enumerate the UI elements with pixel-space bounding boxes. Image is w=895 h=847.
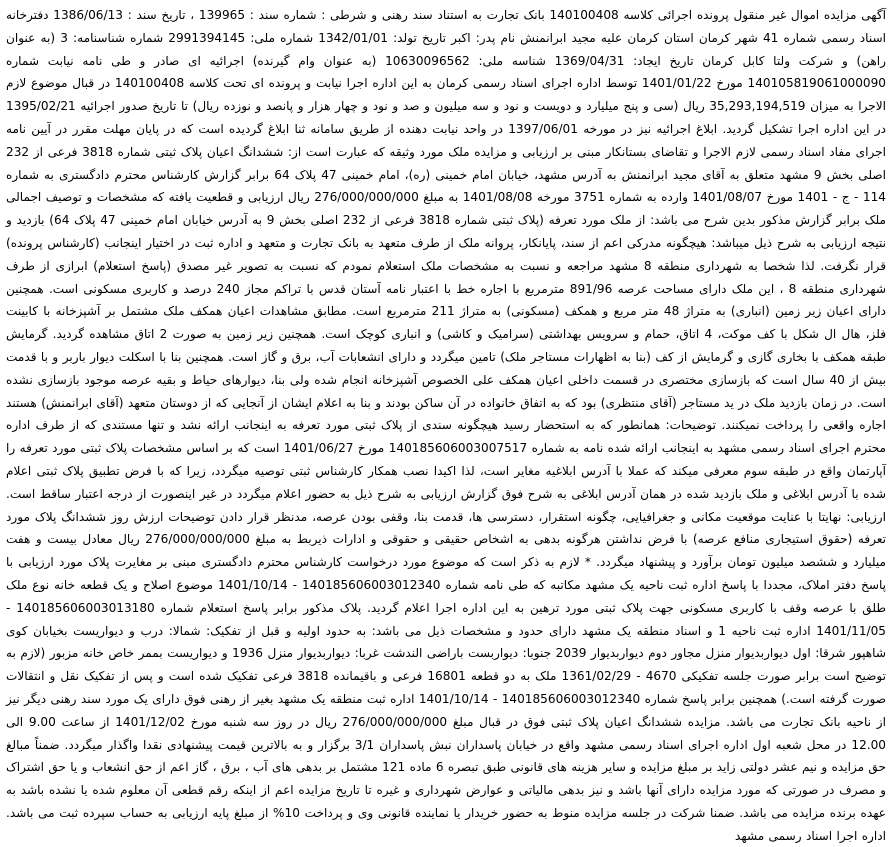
auction-notice-body: آگهی مزایده اموال غیر منقول پرونده اجرائی کلاسه 140100408 بانک تجارت به استناد سند رهنی و شرطی : شماره سند : 139965 ، تاریخ سند : 1386/06/13 دفترخانه اسناد رسمی شماره 41 شهر کرمان استان کرمان علیه مجید ابرانمنش نام پدر: اکبر تاریخ تولد: 1342/01/01 شماره ملی: 2991394145 شماره شناسنامه: 3 (به عنوان راهن) و شرکت ولتا کابل کرمان تاریخ ایجاد: 1369/04/31 شناسه ملی: 10630096562 (به عنوان وام گیرنده) اجرائیه ای صادر و طی نامه نیابت شماره 14010581906100009​0 مورخ 1401/01/22 توسط اداره اجرای اسناد رسمی کرمان به این اداره اجرا نیابت و پرونده ای تحت کلاسه 140100408 در قبال موضوع لازم الاجرا به میزان 35,293,194,519 ریال (سی و پنج میلیارد و دویست و نود و سه میلیون و صد و نود و چهار هزار و پانصد و نوزده ریال) تا تاریخ صدور اجرائیه 1395/02/21 در این اداره اجرا تشکیل گردید. ابلاغ اجرائیه نیز در مورخه 1397/06/01 در واحد نیابت دهنده از طریق سامانه ثنا ابلاغ گردیده است که در پایان مهلت مقرر در آیین نامه اجرای مفاد اسناد رسمی لازم الاجرا و تقاضای بستانکار مبنی بر ارزیابی و مزایده ملک مورد وثیقه که عبارت است از: ششدانگ اعیان پلاک ثبتی شماره 3818 فرعی از 232 اصلی بخش 9 مشهد متعلق به آقای مجید ابرانمنش به آدرس مشهد، خیابان امام خمینی (ره)، امام خمینی 47 پلاک 64 برابر گزارش کارشناس محترم دادگستری به شماره 114 - ج - 1401 مورخ 1401/08/07 وارده به شماره 3751 مورخه 1401/08/08 به مبلغ 276/000/000/000 ریال ارزیابی و قطعیت یافته که مشخصات و توصیف اجمالی ملک برابر گزارش مذکور بدین شرح می باشد: از ملک مورد تعرفه (پلاک ثبتی شماره 3818 فرعی از 232 اصلی بخش 9 به آدرس خیابان امام خمینی 47 پلاک 64) بازدید و نتیجه ارزیابی به شرح ذیل میباشد: هیچگونه مدرکی اعم از سند، پایانکار، پروانه ملک از طرف متعهد به بانک تجارت و متعهد و اداره ثبت در اختیار اینجانب (کارشناس پرونده) قرار نگرفت. لذا شخصا به شهرداری منطقه 8 مشهد مراجعه و نسبت به مشخصات ملک استعلام نمودم که نسبت به تصویر غیر مصدق (پاسخ استعلام) ابرازی از طرف شهرداری منطقه 8 ، این ملک دارای مساحت عرصه 891/96 مترمربع با اجاره خط با اعتبار نامه آستان قدس با تراکم مجاز 240 درصد و کاربری مسکونی است. همچنین دارای اعیان زیر زمین (انباری) به متراژ 48 متر مربع و همکف (مسکونی) به متراژ 211 مترمربع است. مطابق مشاهدات اعیان همکف ملک مشتمل بر آشپزخانه با کابینت فلز، هال ال شکل با کف موکت، 4 اتاق، حمام و سرویس بهداشتی (سرامیک و کاشی) و انباری کوچک است. همچنین زیر زمین به صورت 2 اتاق مشاهده گردید. گرمایش طبقه همکف با بخاری گازی و گرمایش از کف (بنا به اظهارات مستاجر ملک) تامین میگردد و دارای انشعابات آب، برق و گاز است. همچنین بنا با اسکلت دیوار باربر و با قدمت بیش از 40 سال است که بازسازی مختصری در قسمت داخلی اعیان همکف علی الخصوص آشپزخانه انجام شده ولی بنا، دیوارهای حیاط و بقیه عرصه موجود بازسازی نشده است. در زمان بازدید ملک در ید مستاجر (آقای منتظری) بود که به اتفاق خانواده در آن ساکن بودند و بنا به اعلام ایشان از آنجایی که از دوستان متعهد (آقای ابرانمنش) هستند اجاره واقعی را پرداخت نمیکنند. توضیحات: همانطور که به استحضار رسید هیچگونه سندی از پلاک ثبتی مورد تعرفه به اینجانب ارائه نشد و تنها مستندی که از طرف اداره محترم اجرای اسناد رسمی مشهد به اینجانب ارائه شده نامه به شماره 140185606003007517 مورخ 1401/06/27 است که بر اساس مشخصات پلاک ثبتی مورد تعرفه را آپارتمان واقع در طبقه سوم معرفی میکند که عملا با آدرس ابلاغیه مغایر است، لذا اکیدا نصب همکار کارشناس ثبتی توصیه میگردد، زیرا که با فرض تطبیق پلاک ثبتی اعلام شده با آدرس ابلاغی و ملک بازدید شده در همان آدرس ابلاغی به شرح فوق گزارش ارزیابی به شرح ذیل به حضور اعلام میگردد در غیر اینصورت از درجه اعتبار ساقط است. ارزیابی: نهایتا با عنایت موقعیت مکانی و جغرافیایی، چگونه استقرار، دسترسی ها، قدمت بنا، وقفی بودن عرصه، مدنظر قرار دادن توضیحات ارزش روز ششدانگ پلاک مورد تعرفه (حقوق استیجاری منافع عرصه) با فرض نداشتن هرگونه بدهی به اشخاص حقیقی و حقوقی و ادارات ذیربط به مبلغ 276/000/000/000 ریال معادل بیست و هفت میلیارد و ششصد میلیون تومان برآورد و پیشنهاد میگردد. * لازم به ذکر است که موضوع مورد درخواست کارشناس محترم دادگستری مبنی بر مغایرت پلاک مورد ارزیابی با پاسخ دفتر املاک، مجددا با پاسخ اداره ثبت ناحیه یک مشهد مکاتبه که طی نامه شماره 140185606003012340 - 1401/10/14 موضوع اصلاح و یک قطعه خانه نوع ملک طلق با عرصه وقف با کاربری مسکونی جهت پلاک ثبتی مورد ترهین به این اداره اجرا اعلام گردید. پلاک مذکور برابر پاسخ استعلام شماره 140185606003013180 - 1401/11/05 اداره ثبت ناحیه 1 و اسناد منطقه یک مشهد دارای حدود و مشخصات ذیل می باشد: به حدود اولیه و قبل از تفکیک: شمالا: درب و دیواریست بخیابان کوی شاهپور شرقا: اول دیواربدیوار منزل مجاور دوم دیواربدیوار 2039 جنوبا: دیواربست باراضی الندشت غربا: دیواربدیوار منزل 1936 و دیواریست بممر خاص خانه مزبور (لازم به توضیح است برابر صورت جلسه تفکیکی 4670 - 1361/02/29 ملک به دو قطعه 16801 فرعی و باقیمانده 3818 فرعی تفکیک شده است و پس از تفکیک نقل و انتقالات صورت گرفته است.) همچنین برابر پاسخ شماره 140185606003012340 - 1401/10/14 اداره ثبت منطقه یک مشهد بغیر از رهنی فوق دارای یک مورد سند رهنی دیگر نیز از ناحیه بانک تجارت می باشد. مزایده ششدانگ اعیان پلاک ثبتی فوق در قبال مبلغ 276/000/000/000 ریال در روز سه شنبه مورخ 1401/12/02 از ساعت 9.00 الی 12.00 در محل شعبه اول اداره اجرای اسناد رسمی مشهد واقع در خیابان پاسداران نبش پاسداران 3/1 برگزار و به بالاترین قیمت پیشنهادی نقدا واگذار میگردد. ضمناً مبالغ حق مزایده و نیم عشر دولتی زاید بر مبلغ مزایده و سایر هزینه های قانونی طبق تبصره 6 ماده 121 مشتمل بر بدهی های آب ، برق ، گاز اعم از حق انشعاب و یا حق اشتراک و مصرف در صورتی که مورد مزایده دارای آنها باشد و نیز بدهی مالیاتی و عوارض شهرداری و غیره تا تاریخ مزایده اعم از اینکه رقم قطعی آن معلوم شده یا نشده باشد به عهده برنده مزایده می باشد. ضمنا شرکت در جلسه مزایده منوط به حضور خریدار یا نماینده قانونی وی و پرداخت 10% از مبلغ پایه ارزیابی به حساب سپرده ثبت می باشد. اداره اجرا اسناد رسمی مشهد (5, 8, 887, 843)
